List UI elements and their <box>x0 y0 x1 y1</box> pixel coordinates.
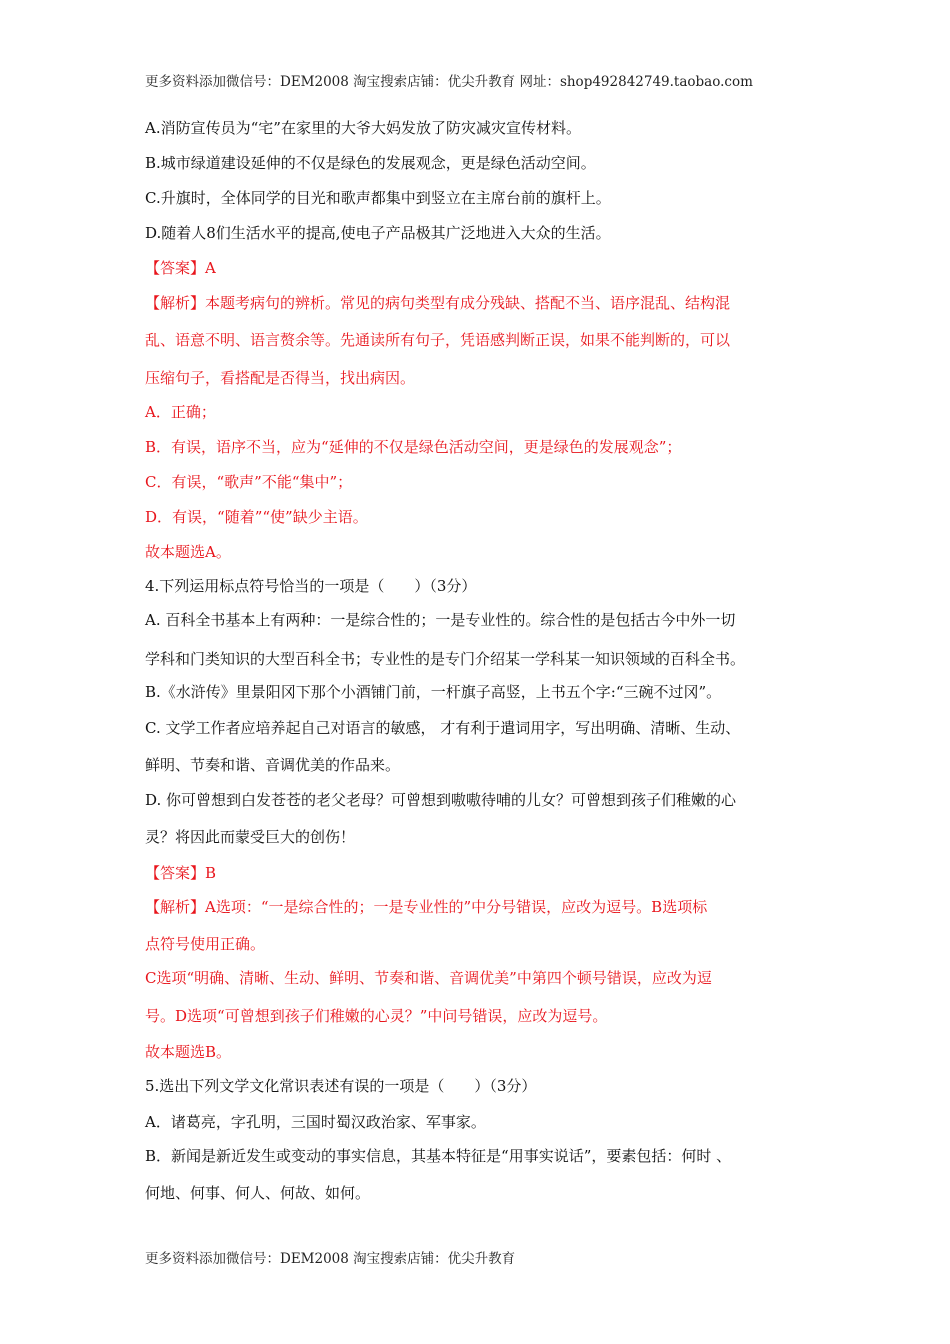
text-line: C．有误，“歌声”不能“集中”； <box>145 473 353 491</box>
text-line: 何地、何事、何人、何故、如何。 <box>145 1184 371 1202</box>
text-line: B.城市绿道建设延伸的不仅是绿色的发展观念，更是绿色活动空间。 <box>145 154 596 172</box>
text-line: A.消防宣传员为“宅”在家里的大爷大妈发放了防灾减灾宣传材料。 <box>145 119 581 137</box>
text-line: B.《水浒传》里景阳冈下那个小酒铺门前，一杆旗子高竖，上书五个字:“三碗不过冈”。 <box>145 683 722 701</box>
text-line: C. 文学工作者应培养起自己对语言的敏感， 才有利于遣词用字，写出明确、清晰、生动、 <box>145 719 741 737</box>
text-line: 故本题选A。 <box>145 543 231 561</box>
text-line: 乱、语意不明、语言赘余等。先通读所有句子，凭语感判断正误，如果不能判断的，可以 <box>145 331 731 349</box>
document-body <box>145 117 815 1217</box>
text-line: A．正确； <box>145 403 216 421</box>
text-line: D．有误，“随着”“使”缺少主语。 <box>145 508 368 526</box>
page-header: 更多资料添加微信号：DEM2008 淘宝搜索店铺：优尖升教育 网址：shop492842749.taobao.com <box>145 74 753 90</box>
text-line: 5.选出下列文学文化常识表述有误的一项是（ ）（3分） <box>145 1077 537 1095</box>
text-line: 故本题选B。 <box>145 1043 232 1061</box>
text-line: A. 百科全书基本上有两种：一是综合性的；一是专业性的。综合性的是包括古今中外一切 <box>145 611 736 629</box>
text-line: B．有误，语序不当，应为“延伸的不仅是绿色活动空间，更是绿色的发展观念”； <box>145 438 682 456</box>
text-line: 学科和门类知识的大型百科全书；专业性的是专门介绍某一学科某一知识领域的百科全书。 <box>145 650 746 668</box>
page-footer: 更多资料添加微信号：DEM2008 淘宝搜索店铺：优尖升教育 <box>145 1251 516 1267</box>
text-line: C选项“明确、清晰、生动、鲜明、节奏和谐、音调优美”中第四个顿号错误，应改为逗 <box>145 969 712 987</box>
text-line: A．诸葛亮，字孔明，三国时蜀汉政治家、军事家。 <box>145 1113 486 1131</box>
text-line: 【解析】本题考病句的辨析。常见的病句类型有成分残缺、搭配不当、语序混乱、结构混 <box>145 294 731 312</box>
text-line: 4.下列运用标点符号恰当的一项是（ ）（3分） <box>145 577 477 595</box>
text-line: 鲜明、节奏和谐、音调优美的作品来。 <box>145 756 401 774</box>
text-line: 【答案】A <box>145 259 216 277</box>
text-line: 【答案】B <box>145 864 217 882</box>
text-line: B．新闻是新近发生或变动的事实信息，其基本特征是“用事实说话”，要素包括：何时 、 <box>145 1147 732 1165</box>
text-line: C.升旗时，全体同学的目光和歌声都集中到竖立在主席台前的旗杆上。 <box>145 189 611 207</box>
text-line: 【解析】A选项：“一是综合性的；一是专业性的”中分号错误，应改为逗号。B选项标 <box>145 898 708 916</box>
text-line: 号。D选项“可曾想到孩子们稚嫩的心灵？”中问号错误，应改为逗号。 <box>145 1007 608 1025</box>
text-line: 灵？将因此而蒙受巨大的创伤！ <box>145 828 356 846</box>
text-line: 压缩句子，看搭配是否得当，找出病因。 <box>145 369 416 387</box>
text-line: D.随着人8们生活水平的提高,使电子产品极其广泛地进入大众的生活。 <box>145 224 611 242</box>
text-line: D. 你可曾想到白发苍苍的老父老母？可曾想到嗷嗷待哺的儿女？可曾想到孩子们稚嫩的心 <box>145 791 737 809</box>
text-line: 点符号使用正确。 <box>145 935 266 953</box>
